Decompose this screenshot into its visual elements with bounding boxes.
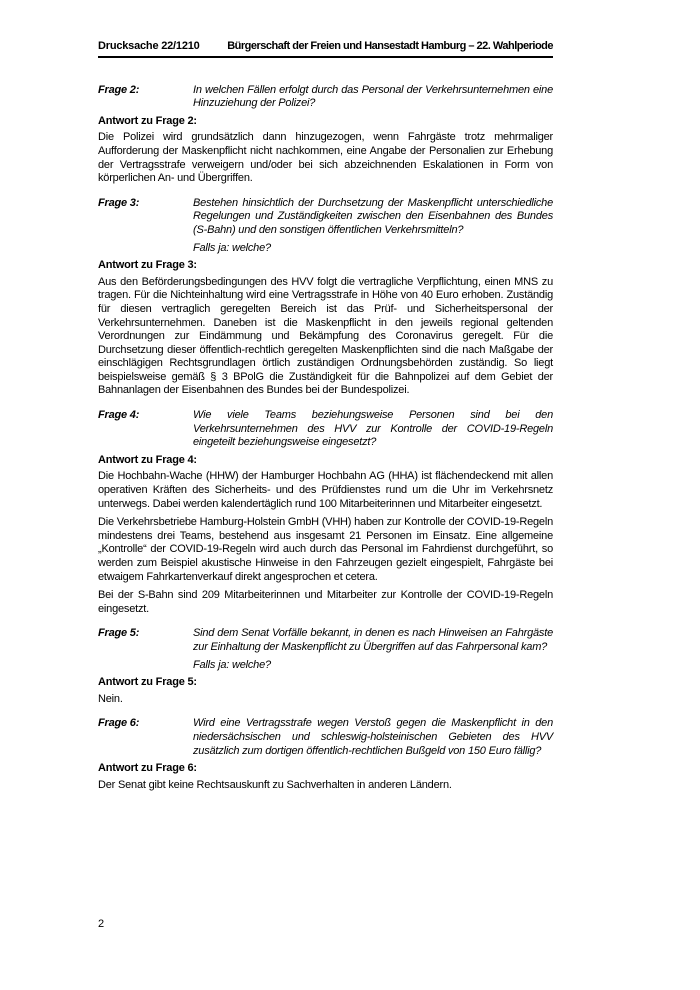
qa-section-frage-5 <box>98 627 553 706</box>
question-row <box>98 84 553 111</box>
answer-heading: Antwort zu Frage 4: <box>98 453 197 466</box>
answer-paragraph: Die Polizei wird grundsätzlich dann hinzugezogen, wenn Fahrgäste trotz mehrmaliger Aufforderung der Maskenpflicht nicht nachkommen, eine Angabe der Personalien zur Erhebung der Vertragsstrafe verweigern und/oder bei sich abzeichnenden Eskalationen in Form von körperlichen An- und Übergriffen. <box>98 131 553 185</box>
answer-paragraph: Der Senat gibt keine Rechtsauskunft zu Sachverhalten in anderen Ländern. <box>98 778 452 791</box>
question-label: Frage 3: <box>98 196 140 209</box>
qa-section-frage-4 <box>98 409 553 616</box>
question-label: Frage 5: <box>98 627 140 640</box>
answer-paragraph: Die Hochbahn-Wache (HHW) der Hamburger Hochbahn AG (HHA) ist flächendeckend mit allen operativen Kräften des Sicherheits- und des Prüfdienstes rund um die Uhr im Verkehrsnetz unterwegs. Dabei werden kalendertäglich rund 100 Mitarbeiterinnen und Mitarbeiter eingesetzt. <box>98 470 553 510</box>
question-text: Wie viele Teams beziehungsweise Personen sind bei den Verkehrsunternehmen des HVV zur Kontrolle der COVID-19-Regeln eingeteilt beziehungsweise eingesetzt? <box>193 409 553 449</box>
question-row <box>98 627 553 672</box>
answer-paragraph: Aus den Beförderungsbedingungen des HVV folgt die vertragliche Verpflichtung, einen MNS zu tragen. Für die Nichteinhaltung wird eine Vertragsstrafe in Höhe von 40 Euro erhoben. Zuständig für diesen vertraglich geregelten Bereich ist das Prüf- und Sicherheitspersonal der Verkehrsunternehmen. Daneben ist die Maskenpflicht in den jeweils regional geltenden Verordnungen zur Eindämmung und Bekämpfung des Coronavirus geregelt. Für die Durchsetzung dieser öffentlich-rechtlich geregelten Maskenpflichten sind die nach Maßgabe der einschlägigen Rechtsgrundlagen örtlich zuständigen Ordnungsbehörden zuständig. So liegt beispielsweise gemäß § 3 BPolG die Zuständigkeit für die Bahnpolizei auf dem Gebiet der Bahnanlagen der Eisenbahnen des Bundes bei der Bundespolizei. <box>98 275 553 397</box>
question-row <box>98 197 553 255</box>
question-label: Frage 2: <box>98 83 140 96</box>
question-label: Frage 4: <box>98 409 140 422</box>
page-number: 2 <box>98 918 104 930</box>
question-text: Bestehen hinsichtlich der Durchsetzung der Maskenpflicht unterschiedliche Regelungen und Zuständigkeiten zwischen den Eisenbahnen des Bundes (S-Bahn) und den sonstigen öffentlichen Verkehrsmitteln? <box>193 196 553 236</box>
answer-paragraph: Bei der S-Bahn sind 209 Mitarbeiterinnen und Mitarbeiter zur Kontrolle der COVID-19-Regeln eingesetzt. <box>98 589 553 615</box>
qa-section-frage-6 <box>98 717 553 792</box>
header-wahlperiode-label: Bürgerschaft der Freien und Hansestadt Hamburg – 22. Wahlperiode <box>227 40 553 52</box>
qa-section-frage-2 <box>98 84 553 186</box>
answer-heading: Antwort zu Frage 6: <box>98 762 197 775</box>
answer-heading: Antwort zu Frage 2: <box>98 114 197 127</box>
answer-paragraph: Nein. <box>98 692 123 705</box>
question-row <box>98 409 553 450</box>
answer-heading: Antwort zu Frage 3: <box>98 259 197 272</box>
question-label: Frage 6: <box>98 717 140 730</box>
question-falls-ja-line: Falls ja: welche? <box>193 241 271 254</box>
header-drucksache-label: Drucksache 22/1210 <box>98 40 200 52</box>
answer-heading: Antwort zu Frage 5: <box>98 676 197 689</box>
answer-paragraph: Die Verkehrsbetriebe Hamburg-Holstein GmbH (VHH) haben zur Kontrolle der COVID-19-Regeln mindestens drei Teams, bestehend aus insgesamt 21 Personen im Einsatz. Eine allgemeine „Kontrolle“ der COVID-19-Regeln wird auch durch das Personal im Fahrdienst durchgeführt, so werden zum Beispiel akustische Hinweise in den Fahrzeugen gezielt eingespielt, Fahrgäste bei etwaigem Fahrkartenverkauf direkt angesprochen et cetera. <box>98 516 553 583</box>
qa-section-frage-3 <box>98 197 553 398</box>
question-falls-ja-line: Falls ja: welche? <box>193 658 271 671</box>
question-text: In welchen Fällen erfolgt durch das Personal der Verkehrsunternehmen eine Hinzuziehung der Polizei? <box>193 83 553 110</box>
question-row <box>98 717 553 758</box>
question-text: Sind dem Senat Vorfälle bekannt, in denen es nach Hinweisen an Fahrgäste zur Einhaltung der Maskenpflicht zu Übergriffen auf das Fahrpersonal kam? <box>193 627 553 653</box>
document-header <box>98 40 553 58</box>
question-text: Wird eine Vertragsstrafe wegen Verstoß gegen die Maskenpflicht in den niedersächsischen und schleswig-holsteinischen Gebieten des HVV zusätzlich zum dortigen öffentlich-rechtlichen Bußgeld von 150 Euro fällig? <box>193 717 553 757</box>
